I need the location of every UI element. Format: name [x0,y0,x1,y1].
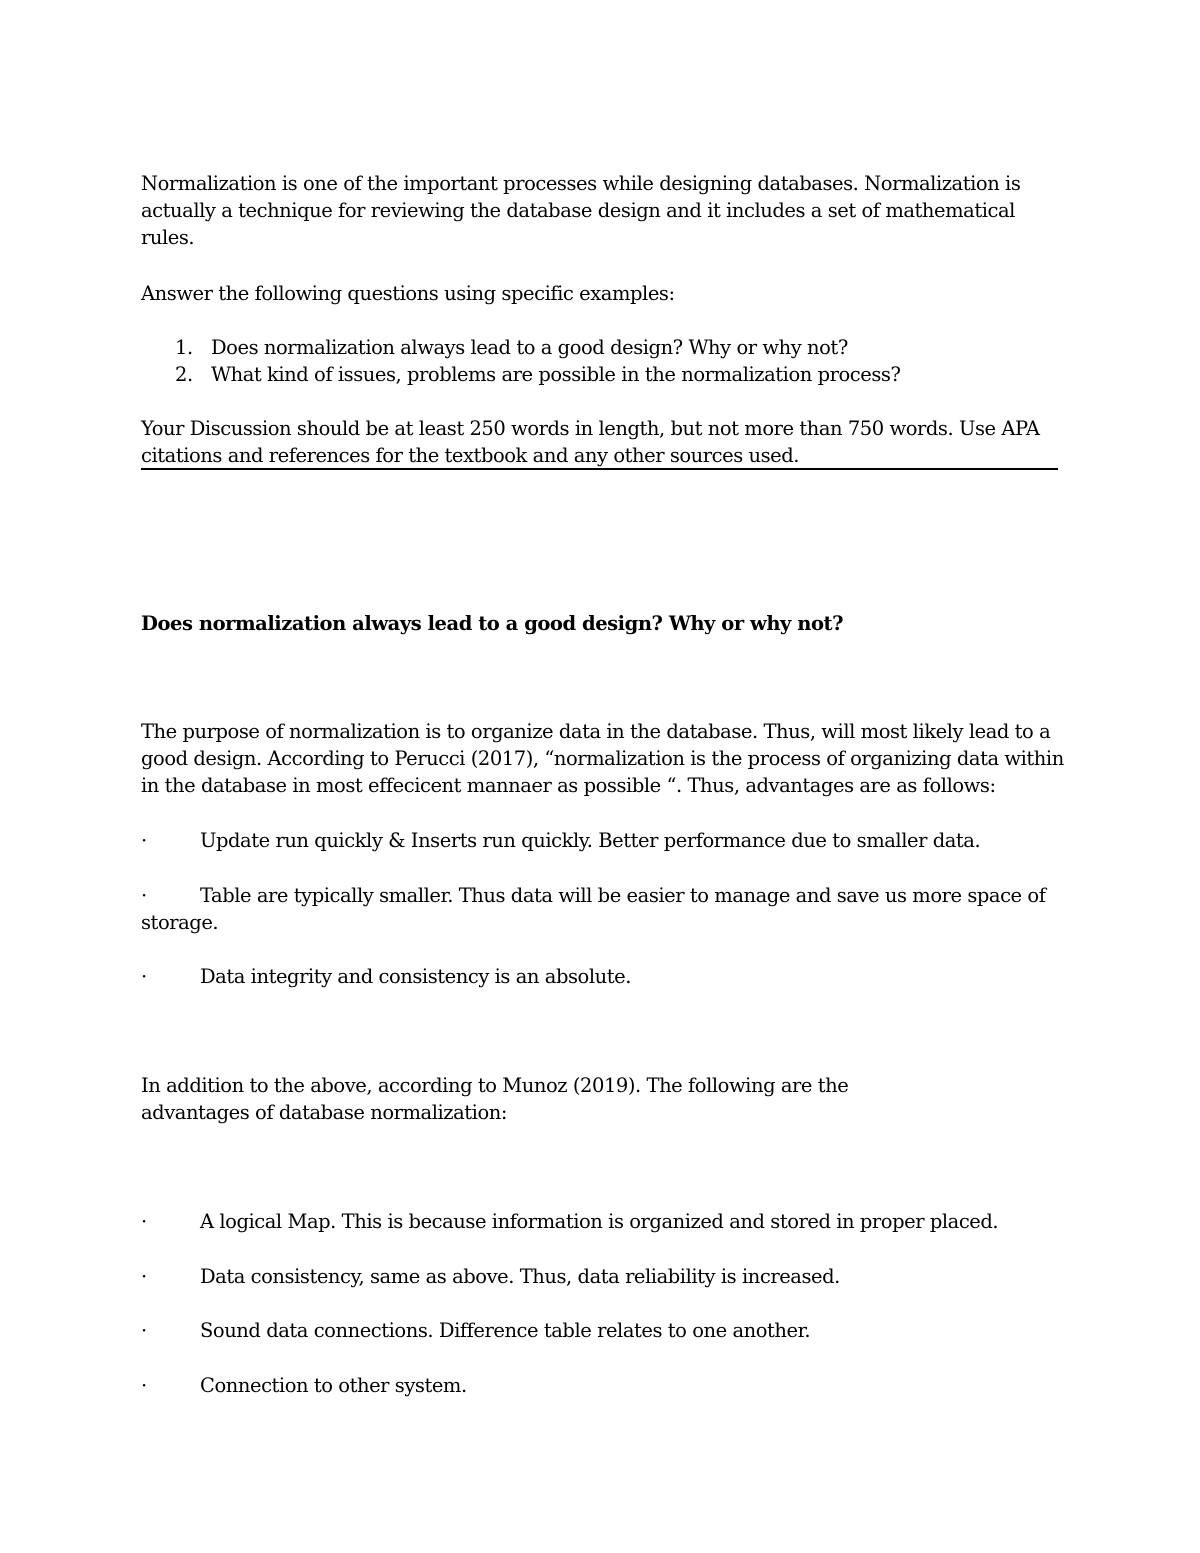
advantage-text: Data integrity and consistency is an absolute. [200,965,631,988]
purpose-paragraph: The purpose of normalization is to organize data in the database. Thus, will most likely lead to a good design. According to Perucci (2017), “normalization is the process of organizing data within in the database in most effecicent mannaer as possible “. Thus, advantages are as follows: [141,720,1064,797]
bullet-icon: · [141,1374,147,1397]
section-heading: Does normalization always lead to a good design? Why or why not? [141,612,844,635]
advantage-text: Table are typically smaller. Thus data will be easier to manage and save us more space of storage. [141,884,1046,934]
bullet-icon: · [141,884,147,907]
bullet-icon: · [141,965,147,988]
question-number: 1. [175,336,193,359]
advantage-text: Sound data connections. Difference table relates to one another. [200,1319,811,1342]
bullet-icon: · [141,1210,147,1233]
question-number: 2. [175,363,193,386]
advantage-text: Connection to other system. [200,1374,467,1397]
intro-paragraph: Normalization is one of the important processes while designing databases. Normalization is actually a technique for reviewing the database design and it includes a set of mathematical rules. [141,172,1021,249]
advantage-item [141,882,1056,936]
advantage-text: A logical Map. This is because information is organized and stored in proper placed. [200,1210,999,1233]
advantage-item [141,963,1071,990]
munoz-paragraph: In addition to the above, according to Munoz (2019). The following are the advantages of database normalization: [141,1074,849,1124]
bullet-icon: · [141,829,147,852]
advantage-item [141,827,1071,854]
bullet-icon: · [141,1319,147,1342]
instructions-prompt: Answer the following questions using specific examples: [141,282,675,305]
munoz-advantage-item [141,1372,1071,1399]
munoz-advantage-item [141,1263,1071,1290]
requirements-paragraph: Your Discussion should be at least 250 words in length, but not more than 750 words. Use APA citations and references for the textbook and any other sources used. [141,417,1040,467]
horizontal-rule [141,468,1058,470]
question-text: Does normalization always lead to a good design? Why or why not? [211,336,848,359]
munoz-advantage-item [141,1208,1071,1235]
bullet-icon: · [141,1265,147,1288]
advantage-text: Data consistency, same as above. Thus, data reliability is increased. [200,1265,840,1288]
question-text: What kind of issues, problems are possible in the normalization process? [211,363,901,386]
munoz-advantage-item [141,1317,1071,1344]
advantage-text: Update run quickly & Inserts run quickly. Better performance due to smaller data. [200,829,981,852]
